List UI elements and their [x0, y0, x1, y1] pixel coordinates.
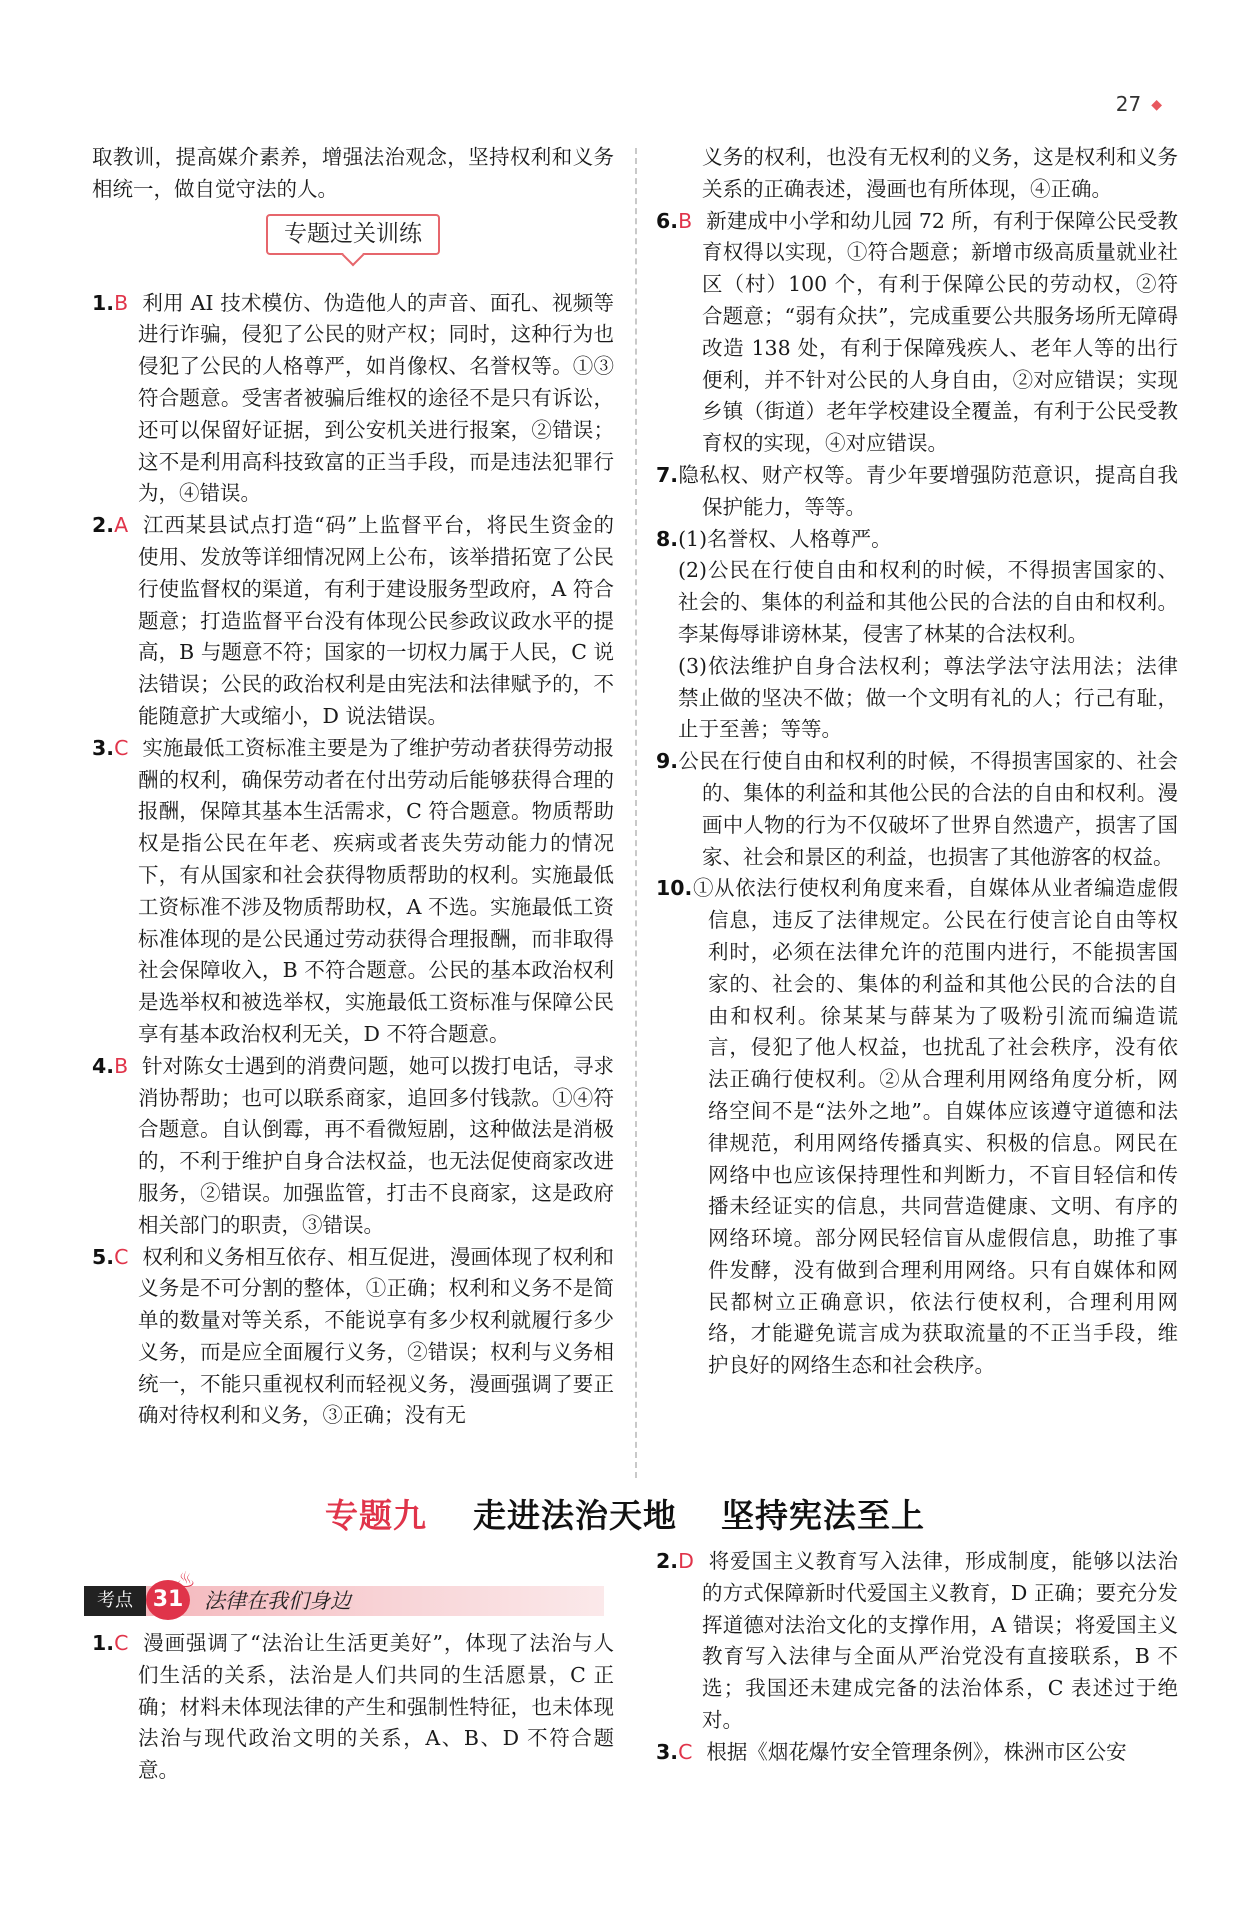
kaodian-left-column: [92, 1628, 614, 1787]
answer-item: 7.隐私权、财产权等。青少年要增强防范意识，提高自我保护能力，等等。: [656, 462, 1178, 519]
answer-item: 8.(1)名誉权、人格尊严。: [656, 526, 892, 551]
answer-item: 1.B 利用 AI 技术模仿、伪造他人的声音、面孔、视频等进行诈骗，侵犯了公民的财产权；同时，这种行为也侵犯了公民的人格尊严，如肖像权、名誉权等。①③符合题意。受害者被骗后维权的途径不是只有诉讼，还可以保留好证据，到公安机关进行报案，②错误；这不是利用高科技致富的正当手段，而是违法犯罪行为，④错误。: [92, 290, 614, 506]
flame-icon: ♨: [176, 1568, 196, 1593]
answer-item: 4.B 针对陈女士遇到的消费问题，她可以拨打电话，寻求消协帮助；也可以联系商家，追回多付钱款。①④符合题意。自认倒霉，再不看微短剧，这种做法是消极的，不利于维护自身合法权益，也无法促使商家改进服务，②错误。加强监管，打击不良商家，这是政府相关部门的职责，③错误。: [92, 1053, 614, 1237]
banner-wrap: [92, 214, 614, 274]
column-divider: [635, 148, 637, 1478]
page-number: 27 ◆: [1115, 92, 1162, 116]
section-banner: 专题过关训练: [266, 214, 440, 256]
kaodian-title: 法律在我们身边: [204, 1589, 351, 1613]
answer-item: 10.①从依法行使权利角度来看，自媒体从业者编造虚假信息，违反了法律规定。公民在行使言论自由等权利时，必须在法律允许的范围内进行，不能损害国家的、社会的、集体的利益和其他公民的合法的自由和权利。徐某某与薛某为了吸粉引流而编造谎言，侵犯了他人权益，也扰乱了社会秩序，没有依法正确行使权利。②从合理利用网络角度分析，网络空间不是“法外之地”。自媒体应该遵守道德和法律规范，利用网络传播真实、积极的信息。网民在网络中也应该保持理性和判断力，不盲目轻信和传播未经证实的信息，共同营造健康、文明、有序的网络环境。部分网民轻信盲从虚假信息，助推了事件发酵，没有做到合理利用网络。只有自媒体和网民都树立正确意识，依法行使权利，合理利用网络，才能避免谎言成为获取流量的不正当手段，维护良好的网络生态和社会秩序。: [656, 876, 1178, 1378]
answer-item: 6.B 新建成中小学和幼儿园 72 所，有利于保障公民受教育权得以实现，①符合题意；新增市级高质量就业社区（村）100 个，有利于保障公民的劳动权，②符合题意；“弱有众扶”，完成重要公共服务场所无障碍改造 138 处，有利于保障残疾人、老年人等的出行便利，并不针对公民的人身自由，②对应错误；实现乡镇（街道）老年学校建设全覆盖，有利于公民受教育权的实现，④对应错误。: [656, 208, 1178, 456]
answer-item: 2.D 将爱国主义教育写入法律，形成制度，能够以法治的方式保障新时代爱国主义教育，D 正确；要充分发挥道德对法治文化的支撑作用，A 错误；将爱国主义教育写入法律与全面从严治党没有直接联系，B 不选；我国还未建成完备的法治体系，C 表述过于绝对。: [656, 1549, 1178, 1732]
right-intro: 义务的权利，也没有无权利的义务，这是权利和义务关系的正确表述，漫画也有所体现，④正确。: [702, 145, 1178, 201]
answer-subitem: (3)依法维护自身合法权利；尊法学法守法用法；法律禁止做的坚决不做；做一个文明有礼的人；行己有耻，止于至善；等等。: [678, 653, 1178, 742]
kaodian-right-column: [656, 1546, 1178, 1769]
answer-item: 1.C 漫画强调了“法治让生活更美好”，体现了法治与人们生活的关系，法治是人们共同的生活愿景，C 正确；材料未体现法律的产生和强制性特征，也未体现法治与现代政治文明的关系，A、B、D 不符合题意。: [92, 1631, 614, 1783]
answer-item: 3.C 根据《烟花爆竹安全管理条例》，株洲市区公安: [656, 1739, 1127, 1764]
answer-item: 3.C 实施最低工资标准主要是为了维护劳动者获得劳动报酬的权利，确保劳动者在付出劳动后能够获得合理的报酬，保障其基本生活需求，C 符合题意。物质帮助权是指公民在年老、疾病或者丧失劳动能力的情况下，有从国家和社会获得物质帮助的权利。实施最低工资标准不涉及物质帮助权，A 不选。实施最低工资标准体现的是公民通过劳动获得合理报酬，而非取得社会保障收入，B 不符合题意。公民的基本政治权利是选举权和被选举权，实施最低工资标准与保障公民享有基本政治权利无关，D 不符合题意。: [92, 735, 614, 1046]
answer-item: 2.A 江西某县试点打造“码”上监督平台，将民生资金的使用、发放等详细情况网上公布，该举措拓宽了公民行使监督权的渠道，有利于建设服务型政府，A 符合题意；打造监督平台没有体现公民参政议政水平的提高，B 与题意不符；国家的一切权力属于人民，C 说法错误；公民的政治权利是由宪法和法律赋予的，不能随意扩大或缩小，D 说法错误。: [92, 513, 614, 728]
diamond-icon: ◆: [1151, 97, 1162, 113]
kaodian-header: [84, 1568, 604, 1616]
answer-item: 9.公民在行使自由和权利的时候，不得损害国家的、社会的、集体的利益和其他公民的合法的自由和权利。漫画中人物的行为不仅破坏了世界自然遗产，损害了国家、社会和景区的利益，也损害了其他游客的权益。: [656, 749, 1178, 869]
section-label: 专题九: [325, 1496, 427, 1535]
section-title-part1: 走进法治天地: [473, 1496, 677, 1535]
section-title: [0, 1490, 1250, 1537]
left-intro: 取教训，提高媒介素养，增强法治观念，坚持权利和义务相统一，做自觉守法的人。: [92, 145, 614, 201]
answer-item: 5.C 权利和义务相互依存、相互促进，漫画体现了权利和义务是不可分割的整体，①正确；权利和义务不是简单的数量对等关系，不能说享有多少权利就履行多少义务，而是应全面履行义务，②错误；权利与义务相统一，不能只重视权利而轻视义务，漫画强调了要正确对待权利和义务，③正确；没有无: [92, 1244, 614, 1428]
right-column: [656, 142, 1178, 1382]
kaodian-label: 考点: [84, 1586, 146, 1616]
section-title-part2: 坚持宪法至上: [721, 1496, 925, 1535]
answer-subitem: (2)公民在行使自由和权利的时候，不得损害国家的、社会的、集体的利益和其他公民的合法的自由和权利。李某侮辱诽谤林某，侵害了林某的合法权利。: [678, 558, 1178, 646]
kaodian-number: 31: [146, 1580, 190, 1620]
left-column: [92, 142, 614, 1432]
